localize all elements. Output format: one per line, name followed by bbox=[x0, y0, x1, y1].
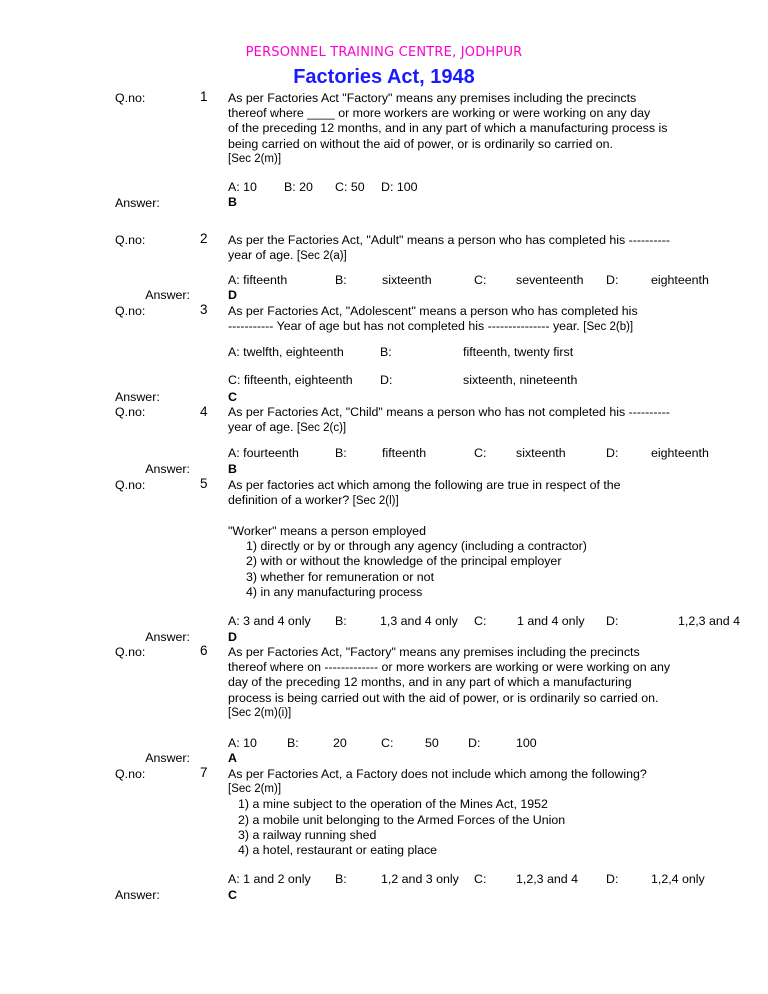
option-a: A: 3 and 4 only bbox=[228, 614, 311, 628]
question-line: being carried on without the aid of power, or is ordinarily so carried on. bbox=[228, 136, 614, 151]
question-line: thereof where on ------------- or more workers are working or were working on any bbox=[228, 660, 671, 675]
option-d: eighteenth bbox=[651, 273, 709, 287]
question-line: As per Factories Act "Factory" means any premises including the precincts bbox=[228, 91, 637, 105]
option-b: 1,2 and 3 only bbox=[381, 872, 459, 886]
definition-item: 1) directly or by or through any agency (including a contractor) bbox=[246, 539, 587, 554]
option-b: sixteenth bbox=[382, 273, 432, 287]
exclusion-item: 2) a mobile unit belonging to the Armed Forces of the Union bbox=[238, 812, 566, 827]
question-text bbox=[228, 91, 667, 167]
option-b-letter: B: bbox=[335, 872, 347, 886]
option-b-letter: B: bbox=[380, 345, 392, 359]
question-line: As per the Factories Act, "Adult" means a person who has completed his ---------- bbox=[228, 233, 670, 247]
question-number: 3 bbox=[200, 302, 208, 317]
option-b: 20 bbox=[333, 736, 347, 750]
qno-label: Q.no: bbox=[115, 767, 146, 781]
section-reference: [Sec 2(a)] bbox=[296, 250, 347, 263]
question-line: As per Factories Act, "Adolescent" means a person who has completed his bbox=[228, 304, 638, 318]
definition-item: 4) in any manufacturing process bbox=[246, 584, 423, 599]
question-number: 6 bbox=[200, 643, 208, 658]
section-reference: [Sec 2(l)] bbox=[352, 495, 399, 508]
answer-label: Answer: bbox=[115, 888, 160, 902]
option-a: A: 10 bbox=[228, 736, 257, 750]
answer-label: Answer: bbox=[115, 196, 160, 210]
question-line: As per Factories Act, a Factory does not include which among the following? bbox=[228, 767, 647, 781]
exclusion-item: 4) a hotel, restaurant or eating place bbox=[238, 843, 438, 858]
question-line: definition of a worker? bbox=[228, 493, 353, 508]
question-line: day of the preceding 12 months, and in any part of which a manufacturing bbox=[228, 675, 632, 690]
option-c: C: 50 bbox=[335, 180, 365, 194]
answer-value: C bbox=[228, 888, 237, 902]
answer-value: B bbox=[228, 462, 237, 476]
option-d-letter: D: bbox=[468, 736, 481, 750]
definition-item: 2) with or without the knowledge of the principal employer bbox=[246, 554, 562, 569]
option-d: 1,2,3 and 4 bbox=[678, 614, 741, 628]
qno-label: Q.no: bbox=[115, 405, 146, 419]
option-c: seventeenth bbox=[516, 273, 584, 287]
option-d: sixteenth, nineteenth bbox=[463, 373, 578, 387]
question-number: 5 bbox=[200, 476, 208, 491]
option-c: 50 bbox=[425, 736, 439, 750]
option-d-letter: D: bbox=[606, 446, 619, 460]
option-d: eighteenth bbox=[651, 446, 709, 460]
section-reference: [Sec 2(m)] bbox=[228, 152, 282, 165]
section-reference: [Sec 2(c)] bbox=[296, 422, 347, 435]
answer-label: Answer: bbox=[115, 390, 160, 404]
option-c-letter: C: bbox=[474, 446, 487, 460]
question-text bbox=[228, 478, 621, 509]
qno-label: Q.no: bbox=[115, 304, 146, 318]
question-line: As per factories act which among the following are true in respect of the bbox=[228, 478, 621, 492]
answer-label: Answer: bbox=[145, 751, 190, 765]
qno-label: Q.no: bbox=[115, 478, 146, 492]
answer-value: A bbox=[228, 751, 237, 765]
option-a: A: fourteenth bbox=[228, 446, 299, 460]
question-text bbox=[228, 304, 638, 335]
answer-label: Answer: bbox=[145, 462, 190, 476]
option-b-letter: B: bbox=[335, 273, 347, 287]
question-line: year of age. bbox=[228, 420, 297, 435]
exclusion-item: 1) a mine subject to the operation of the Mines Act, 1952 bbox=[238, 797, 548, 812]
question-text bbox=[228, 233, 670, 264]
answer-value: D bbox=[228, 288, 237, 302]
option-d-letter: D: bbox=[606, 872, 619, 886]
answer-label: Answer: bbox=[145, 630, 190, 644]
answer-value: D bbox=[228, 630, 237, 644]
option-d: D: 100 bbox=[381, 180, 418, 194]
option-d: 1,2,4 only bbox=[651, 872, 705, 886]
question-text bbox=[228, 767, 647, 858]
qno-label: Q.no: bbox=[115, 91, 146, 105]
option-c: 1,2,3 and 4 bbox=[516, 872, 579, 886]
option-b: 1,3 and 4 only bbox=[380, 614, 458, 628]
section-reference: [Sec 2(m)] bbox=[228, 783, 282, 796]
question-line: ----------- Year of age but has not completed his --------------- year. bbox=[228, 319, 584, 334]
question-line: As per Factories Act, "Factory" means any premises including the precincts bbox=[228, 645, 640, 659]
option-d: 100 bbox=[516, 736, 537, 750]
qno-label: Q.no: bbox=[115, 233, 146, 247]
question-text bbox=[228, 405, 670, 436]
option-b-letter: B: bbox=[287, 736, 299, 750]
question-line: thereof where ____ or more workers are working or were working on any day bbox=[228, 106, 651, 121]
exclusion-item: 3) a railway running shed bbox=[238, 827, 377, 842]
option-d-letter: D: bbox=[606, 614, 619, 628]
question-number: 7 bbox=[200, 765, 208, 780]
option-d-letter: D: bbox=[380, 373, 393, 387]
section-reference: [Sec 2(m)(i)] bbox=[228, 706, 292, 719]
option-c: 1 and 4 only bbox=[517, 614, 585, 628]
section-reference: [Sec 2(b)] bbox=[583, 321, 634, 334]
option-a: A: fifteenth bbox=[228, 273, 288, 287]
question-number: 2 bbox=[200, 231, 208, 246]
option-c-letter: C: bbox=[474, 273, 487, 287]
definition-line: "Worker" means a person employed bbox=[228, 524, 426, 538]
question-line: process is being carried out with the aid of power, or is ordinarily so carried on. bbox=[228, 690, 659, 705]
answer-value: B bbox=[228, 195, 237, 209]
option-a: A: twelfth, eighteenth bbox=[228, 345, 344, 359]
option-c-letter: C: bbox=[474, 614, 487, 628]
question-line: of the preceding 12 months, and in any part of which a manufacturing process is bbox=[228, 121, 668, 136]
answer-label: Answer: bbox=[145, 288, 190, 302]
question-text bbox=[228, 645, 670, 721]
organization-name: PERSONNEL TRAINING CENTRE, JODHPUR bbox=[245, 45, 523, 60]
option-b: B: 20 bbox=[284, 180, 313, 194]
option-b-letter: B: bbox=[335, 614, 347, 628]
option-b-letter: B: bbox=[335, 446, 347, 460]
option-c-letter: C: bbox=[381, 736, 394, 750]
option-c: sixteenth bbox=[516, 446, 566, 460]
question-line: As per Factories Act, "Child" means a person who has not completed his ---------- bbox=[228, 405, 670, 419]
option-d-letter: D: bbox=[606, 273, 619, 287]
option-a: A: 1 and 2 only bbox=[228, 872, 311, 886]
question-line: year of age. bbox=[228, 248, 297, 263]
worker-definition bbox=[228, 524, 587, 600]
option-b: fifteenth bbox=[382, 446, 427, 460]
definition-item: 3) whether for remuneration or not bbox=[246, 569, 435, 584]
question-number: 1 bbox=[200, 89, 208, 104]
option-a: A: 10 bbox=[228, 180, 257, 194]
document-title: Factories Act, 1948 bbox=[293, 66, 475, 88]
option-c-letter: C: bbox=[474, 872, 487, 886]
question-number: 4 bbox=[200, 404, 208, 419]
option-b: fifteenth, twenty first bbox=[463, 345, 574, 359]
option-c: C: fifteenth, eighteenth bbox=[228, 373, 353, 387]
answer-value: C bbox=[228, 390, 237, 404]
qno-label: Q.no: bbox=[115, 645, 146, 659]
